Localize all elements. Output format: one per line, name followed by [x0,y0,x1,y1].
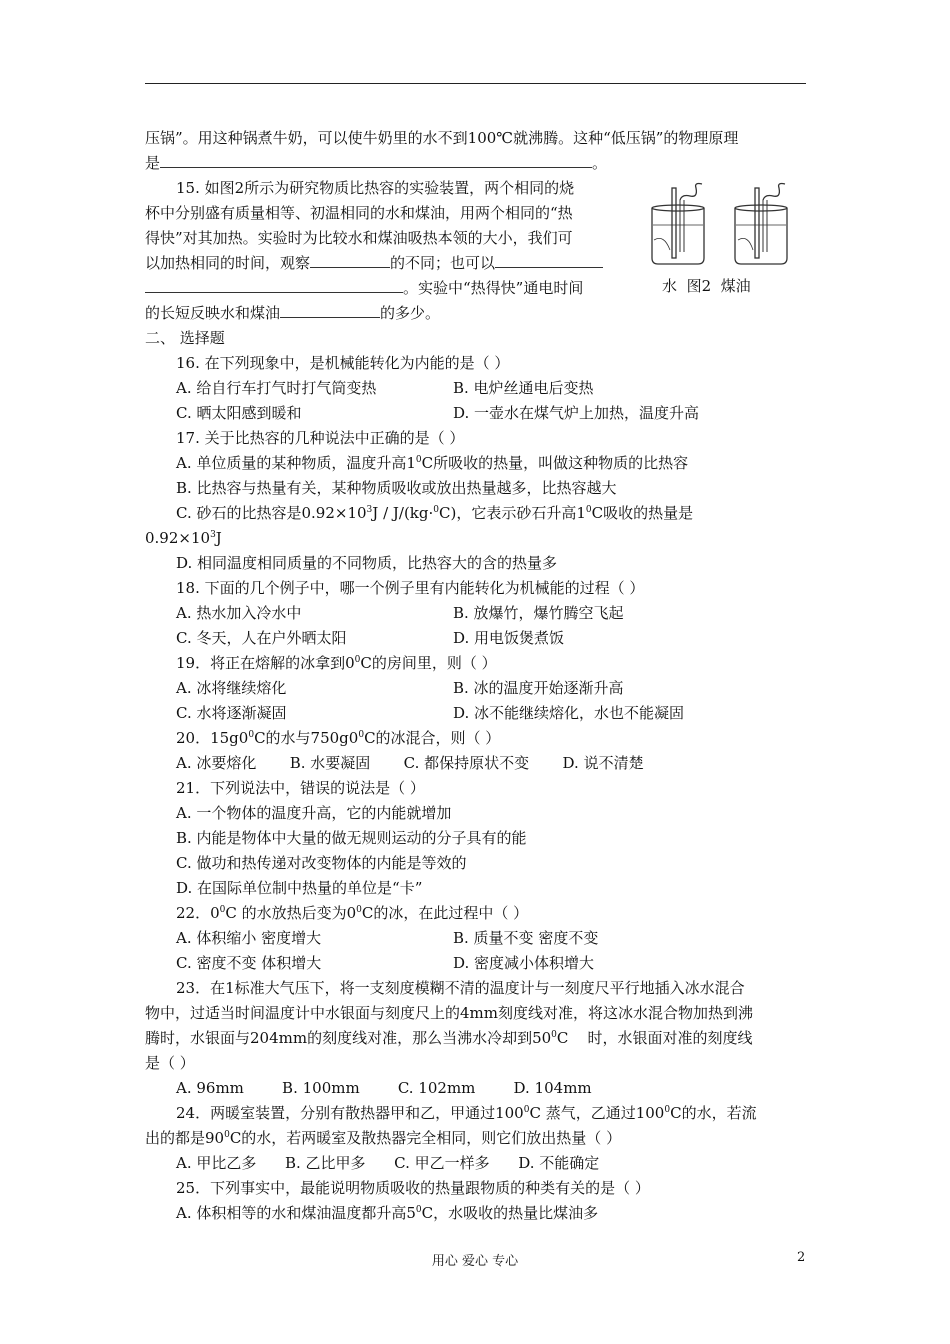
option: C. 密度不变 体积增大 [176,954,322,972]
option: D. 用电饭煲煮饭 [453,629,565,647]
question-19: 19．将正在熔解的冰拿到$0^0C$的房间里，则（ ） [176,654,497,672]
text-line: 物中，过适当时间温度计中水银面与刻度尺上的4mm刻度线对准，将这冰水混合物加热到沸 [145,1004,753,1022]
option: C. 砂石的比热容是$0.92\times 10^3J / J/(kg\cdot^0C)$，它表示砂石升高$1^0C$吸收的热量是 [176,504,694,522]
option: D. 密度减小体积增大 [453,954,595,972]
option: B. 放爆竹，爆竹腾空飞起 [453,604,624,622]
text-line: 出的都是$90^0C$的水，若两暖室及散热器完全相同，则它们放出热量（ ） [145,1129,622,1147]
page-footer: 用心 爱心 专心 [431,1254,519,1269]
question-20: 20．$15g0^0C$的水与$750g0^0C$的冰混合，则（ ） [176,729,501,747]
option: A. 一个物体的温度升高，它的内能就增加 [176,804,452,822]
option: D. 相同温度相同质量的不同物质，比热容大的含的热量多 [176,554,558,572]
text-line: 的长短反映水和煤油 的多少。 [145,304,441,322]
text-line: 腾时，水银面与204mm的刻度线对准，那么当沸水冷却到$50^0C$ 时，水银面对准的刻度线 [145,1029,753,1047]
question-16: 16. 在下列现象中，是机械能转化为内能的是（ ） [176,354,510,372]
header-rule [145,83,806,84]
question-17: 17. 关于比热容的几种说法中正确的是（ ） [176,429,465,447]
option: A. 单位质量的某种物质，温度升高$1^0C$所吸收的热量，叫做这种物质的比热容 [176,454,689,472]
option: C. 做功和热传递对改变物体的内能是等效的 [176,854,467,872]
question-24: 24．两暖室装置，分别有散热器甲和乙，甲通过$100^0C$ 蒸气，乙通过$100^0C$的水，若流 [176,1104,757,1122]
question-15: 15. 如图2所示为研究物质比热容的实验装置，两个相同的烧 [176,179,575,197]
option: C. 冬天，人在户外晒太阳 [176,629,347,647]
option: B. 比热容与热量有关，某种物质吸收或放出热量越多，比热容越大 [176,479,617,497]
option: C. 水将逐渐凝固 [176,704,287,722]
options-row: A. 冰要熔化 B. 水要凝固 C. 都保持原状不变 D. 说不清楚 [176,754,644,772]
option: A. 冰将继续熔化 [176,679,287,697]
page-number: 2 [797,1250,806,1265]
question-21: 21．下列说法中，错误的说法是（ ） [176,779,425,797]
option: A. 体积相等的水和煤油温度都升高$5^0C$，水吸收的热量比煤油多 [176,1204,599,1222]
option: D. 一壶水在煤气炉上加热，温度升高 [453,404,700,422]
option: B. 电炉丝通电后变热 [453,379,594,397]
option: B. 内能是物体中大量的做无规则运动的分子具有的能 [176,829,527,847]
option: C. 晒太阳感到暖和 [176,404,302,422]
text-line: $0.92\times 10^3J$ [145,529,222,547]
option: B. 质量不变 密度不变 [453,929,599,947]
figure-caption: 水 图2 煤油 [662,277,751,295]
text-line: 。实验中“热得快”通电时间 [145,278,583,298]
text-line: 是 。 [145,154,608,172]
text-line: 杯中分别盛有质量相等、初温相同的水和煤油，用两个相同的“热 [145,204,573,222]
option: D. 在国际单位制中热量的单位是“卡” [176,879,423,897]
text-line: 得快”对其加热。实验时为比较水和煤油吸热本领的大小，我们可 [145,229,573,247]
text-line: 以加热相同的时间，观察 的不同；也可以 [145,253,603,273]
option: A. 热水加入冷水中 [176,604,302,622]
option: B. 冰的温度开始逐渐升高 [453,679,624,697]
beaker-figure [640,180,805,295]
question-23: 23．在1标准大气压下，将一支刻度模糊不清的温度计与一刻度尺平行地插入冰水混合 [176,979,745,997]
question-25: 25．下列事实中，最能说明物质吸收的热量跟物质的种类有关的是（ ） [176,1179,650,1197]
option: A. 给自行车打气时打气筒变热 [176,379,377,397]
beakers-illustration [640,180,805,265]
question-22: 22．$0^0C$ 的水放热后变为$0^0C$的冰，在此过程中（ ） [176,904,529,922]
option: A. 体积缩小 密度增大 [176,929,322,947]
section-heading: 二、 选择题 [145,329,225,347]
option: D. 冰不能继续熔化，水也不能凝固 [453,704,685,722]
options-row: A. 96mm B. 100mm C. 102mm D. 104mm [176,1079,592,1097]
text-line: 压锅”。用这种锅煮牛奶，可以使牛奶里的水不到100℃就沸腾。这种“低压锅”的物理原理 [145,129,739,147]
question-18: 18. 下面的几个例子中，哪一个例子里有内能转化为机械能的过程（ ） [176,579,645,597]
text-line: 是（ ） [145,1054,195,1072]
options-row: A. 甲比乙多 B. 乙比甲多 C. 甲乙一样多 D. 不能确定 [176,1154,600,1172]
